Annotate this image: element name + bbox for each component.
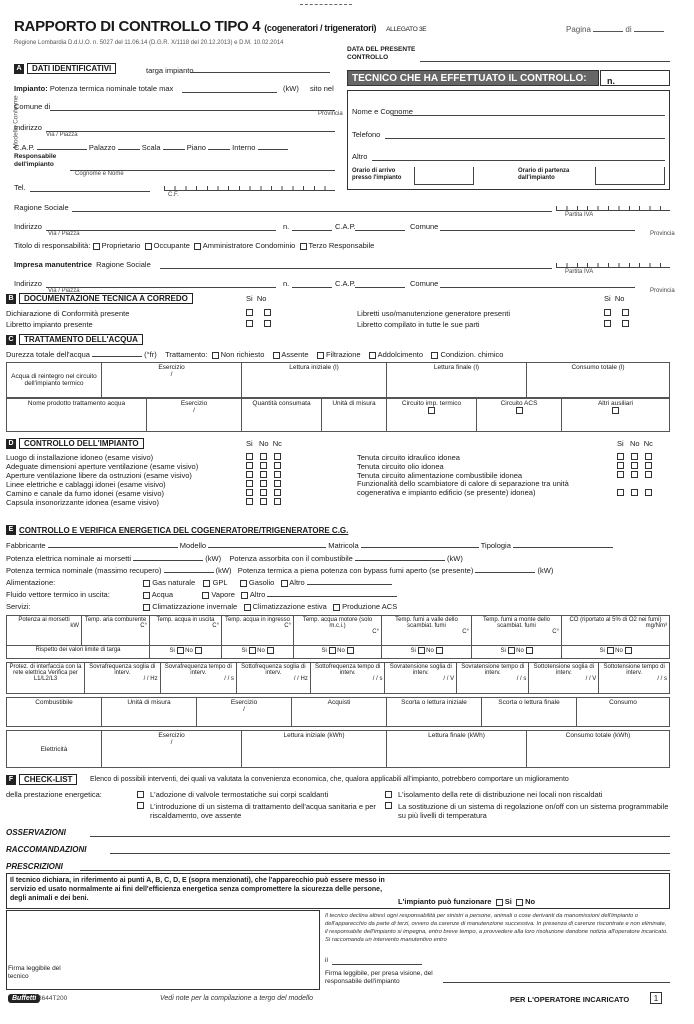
d-left-item: Camino e canale da fumo idonei (esame visivo) [6,489,164,498]
servizi-acs-checkbox[interactable] [333,604,340,611]
tel-field[interactable] [30,191,150,192]
firma-responsabile-field[interactable] [443,982,670,983]
altri-ausiliari-checkbox[interactable] [612,407,619,414]
rispetto-cell[interactable]: Si No [294,646,382,659]
alim-gpl-checkbox[interactable] [203,580,210,587]
rispetto-cell[interactable]: Si No [472,646,562,659]
arrival-field[interactable] [414,167,474,185]
d-r3-nc[interactable] [645,471,652,478]
comune2-field[interactable] [440,230,635,231]
d-l4-no[interactable] [260,480,267,487]
targa-field[interactable] [190,72,330,73]
b-si-no-right: Si No [604,294,625,303]
electricity-cell[interactable]: Lettura iniziale (kWh) [242,731,387,768]
d-r1-no[interactable] [631,453,638,460]
d-l4-nc[interactable] [274,480,281,487]
tratt-condizionamento[interactable] [431,352,438,359]
f-item: L'adozione di valvole termostatiche sui corpi scaldanti [150,790,329,799]
cf-hint: C.F. [168,192,179,198]
product-col[interactable]: Quantità consumata [242,399,322,432]
arrival-label: Orario di arrivo presso l'impianto [352,168,402,181]
indirizzo2-field[interactable] [46,230,276,231]
indirizzo3-label: Indirizzo [14,279,42,288]
via2-hint: Via / Piazza [48,231,80,237]
f-intro: Elenco di possibili interventi, dei quali va valutata la convenienza economica, che, qualora applicabili all'impianto, potrebbero comportare un miglioramento [90,776,569,783]
tratt-non-richiesto[interactable] [212,352,219,359]
measure-cell[interactable]: Temp. aria comburente C° [82,616,150,646]
cap2-label: C.A.P. [335,222,356,231]
protection-cell[interactable]: Sottotensione tempo di interv. / / s [599,663,670,694]
product-col[interactable]: Altri ausiliari [562,399,670,432]
regulation-text: Regione Lombardia D.d.U.O. n. 5027 del 11.06.14 (D.G.R. X/1118 del 20.12.2013) e D.M. 10.02.2014 [14,40,284,46]
durezza-row: Durezza totale dell'acqua (°fr) Trattamento: Non richiesto Assente Filtrazione Addolcimento Condizion. chimico [6,350,504,359]
d-l2-nc[interactable] [274,462,281,469]
n3-label: n. [283,279,290,288]
provincia2-hint: Provincia [650,231,675,237]
f-intro2: della prestazione energetica: [6,790,102,799]
tech-name-label: Nome e Cognome [352,107,413,116]
via3-hint: Via / Piazza [48,288,80,294]
reintegro-col[interactable]: Esercizio / [102,363,242,398]
d-left-item: Aperture ventilazione libere da ostruzioni (esame visivo) [6,471,192,480]
fuel-cell[interactable]: Scorta o lettura iniziale [387,698,482,727]
fluido-vapore-checkbox[interactable] [202,592,209,599]
d-right-item: Tenuta circuito alimentazione combustibile idonea [357,471,523,480]
funziona-row: L'impianto può funzionare Si No [398,897,536,906]
electricity-cell[interactable]: Lettura finale (kWh) [387,731,527,768]
declaration-text: Il tecnico dichiara, in riferimento ai punti A, B, C, D, E (sopra menzionati), che l'apparecchio può essere messo in servizio ed usato normalmente ai fini dell'efficienza energetica senza compromettere la sicurezza delle persone, degli animali e dei beni. [10,877,385,902]
servizi-invernale-checkbox[interactable] [143,604,150,611]
d-l6-no[interactable] [260,498,267,505]
d-left-item: Capsula insonorizzante idonea (esame visivo) [6,498,159,507]
alim-gas-checkbox[interactable] [143,580,150,587]
product-col[interactable]: Nome prodotto trattamento acqua [7,399,147,432]
e-measures-table [6,615,670,659]
il-field[interactable] [332,964,422,965]
tel-label: Tel. [14,183,26,192]
cap-row: C.A.P. Palazzo Scala Piano Interno [14,143,288,152]
f-item-checkbox[interactable] [385,802,392,809]
tech-number[interactable]: n. [600,70,670,86]
e-fuel-table [6,697,670,727]
protection-cell[interactable]: Sovratensione tempo di interv. / / s [457,663,529,694]
indirizzo-field[interactable] [46,131,335,132]
reintegro-col[interactable]: Consumo totale (l) [527,363,670,398]
b-libretto-no[interactable] [264,320,271,327]
form-code: 8644T200 [38,995,68,1002]
osservazioni-label: OSSERVAZIONI [6,828,66,837]
protection-cell[interactable]: Sottofrequenza soglia di interv. / / Hz [236,663,310,694]
departure-label: Orario di partenza dall'impianto [518,168,570,181]
operatore-label: PER L'OPERATORE INCARICATO [510,995,630,1004]
servizi-estiva-checkbox[interactable] [244,604,251,611]
fuel-cell[interactable]: Combustibile [7,698,102,727]
d-r1-nc[interactable] [645,453,652,460]
via-hint: Via / Piazza [46,132,78,138]
b-left-item: Dichiarazione di Conformità presente [6,309,130,318]
circuito-acs-checkbox[interactable] [516,407,523,414]
f-item-checkbox[interactable] [137,802,144,809]
section-c-title: C TRATTAMENTO DELL'ACQUA [6,334,143,345]
prescrizioni-field[interactable] [80,870,670,871]
protection-cell[interactable]: Sovrafrequenza soglia di interv. / / Hz [85,663,161,694]
reintegro-rowhead: Acqua di reintegro nel circuito dell'impianto termico [7,363,102,398]
f-item: L'introduzione di un sistema di trattamento dell'acqua sanitaria e per riscaldamento, ove assente [150,802,376,820]
d-r4-no[interactable] [631,489,638,496]
funziona-no-checkbox[interactable] [516,899,523,906]
fluido-altro-checkbox[interactable] [241,592,248,599]
firma-responsabile-label: Firma leggibile, per presa visione, del responsabile dell'impianto [325,970,433,985]
osservazioni-field[interactable] [90,836,670,837]
top-rule [300,4,352,5]
measure-cell[interactable]: Potenza ai morsetti kW [7,616,82,646]
section-f-title: F CHECK-LIST [6,774,77,785]
protection-cell[interactable]: Sovratensione soglia di interv. / / V [385,663,457,694]
rispetto-cell[interactable]: Si No [222,646,294,659]
water-product-table [6,398,670,432]
b-left-item: Libretto impianto presente [6,320,93,329]
d-l6-si[interactable] [246,498,253,505]
funziona-si-checkbox[interactable] [496,899,503,906]
impresa-field[interactable] [160,268,552,269]
measure-cell[interactable]: Temp. fumi a valle dello scambiat. fumi C° [382,616,472,646]
measure-cell[interactable]: Temp. acqua motore (solo m.c.i.) C° [294,616,382,646]
d-right-item: Tenuta circuito olio idonea [357,462,444,471]
comune3-field[interactable] [440,287,635,288]
departure-field[interactable] [595,167,665,185]
b-dichiarazione-si[interactable] [246,309,253,316]
impresa-piva-hint: Partita IVA [565,269,594,275]
titolo-row: Titolo di responsabilità: Proprietario Occupante Amministratore Condominio Terzo Responsabile [14,241,375,250]
f-item-checkbox[interactable] [137,791,144,798]
control-date-label: DATA DEL PRESENTE CONTROLLO [347,46,416,61]
protection-cell[interactable]: Sottotensione soglia di interv. / / V [529,663,599,694]
potenza-field[interactable] [182,92,277,93]
product-col[interactable]: Circuito ACS [477,399,562,432]
d-left-item: Linee elettriche e cablaggi idonei (esame visivo) [6,480,166,489]
d-l2-si[interactable] [246,462,253,469]
d-r2-si[interactable] [617,462,624,469]
tech-other-field[interactable] [372,160,665,161]
fuel-cell[interactable]: Esercizio / [197,698,292,727]
d-r2-nc[interactable] [645,462,652,469]
product-col[interactable]: Unità di misura [322,399,387,432]
d-l3-si[interactable] [246,471,253,478]
sito-label: sito nel [310,84,334,93]
e-fabbricante-row: Fabbricante Modello Matricola Tipologia [6,541,613,550]
d-r3-no[interactable] [631,471,638,478]
d-r4-si[interactable] [617,489,624,496]
comune3-label: Comune [410,279,439,288]
d-l3-nc[interactable] [274,471,281,478]
d-right-item: Funzionalità dello scambiatore di calore di separazione tra unità cogenerativa e impianto edificio (se presente) idonea) [357,479,569,497]
rispetto-cell[interactable]: Si No [562,646,670,659]
d-l1-nc[interactable] [274,453,281,460]
d-l1-si[interactable] [246,453,253,460]
piva-field[interactable] [556,201,670,211]
reintegro-col[interactable]: Lettura finale (l) [387,363,527,398]
d-r4-nc[interactable] [645,489,652,496]
b-libretto-si[interactable] [246,320,253,327]
d-l5-si[interactable] [246,489,253,496]
titolo-occupante-checkbox[interactable] [145,243,152,250]
measure-cell[interactable]: Temp. acqua in uscita C° [150,616,222,646]
tech-phone-label: Telefono [352,130,381,139]
d-l6-nc[interactable] [274,498,281,505]
protection-label: Protez. di interfaccia con la rete elettrica Verifica per L1/L2/L3 [7,663,85,694]
fuel-cell[interactable]: Unità di misura [102,698,197,727]
piva-hint: Partita IVA [565,212,594,218]
tech-other-label: Altro [352,152,368,161]
d-l5-nc[interactable] [274,489,281,496]
tratt-addolcimento[interactable] [369,352,376,359]
raccomandazioni-label: RACCOMANDAZIONI [6,845,87,854]
protection-cell[interactable]: Sovrafrequenza tempo di interv. / / s [160,663,236,694]
section-d-title: D CONTROLLO DELL'IMPIANTO [6,438,144,449]
reintegro-col[interactable]: Lettura iniziale (l) [242,363,387,398]
alim-gasolio-checkbox[interactable] [240,580,247,587]
d-left-item: Luogo di installazione idoneo (esame visivo) [6,453,154,462]
tech-banner: TECNICO CHE HA EFFETTUATO IL CONTROLLO: [347,70,599,86]
rispetto-cell[interactable]: Si No [150,646,222,659]
d-headers-left: Si No Nc [246,439,282,448]
provincia-hint: Provincia [318,111,343,117]
n2-field[interactable] [292,230,332,231]
provincia3-hint: Provincia [650,288,675,294]
b-si-no-left: Si No [246,294,267,303]
d-r2-no[interactable] [631,462,638,469]
e-protection-table [6,662,670,694]
comune2-label: Comune [410,222,439,231]
b-libretti-uso-si[interactable] [604,309,611,316]
n2-label: n. [283,222,290,231]
d-l4-si[interactable] [246,480,253,487]
section-a-title: A DATI IDENTIFICATIVI [14,63,116,74]
prescrizioni-label: PRESCRIZIONI [6,862,63,871]
f-item-checkbox[interactable] [385,791,392,798]
titolo-amministratore-checkbox[interactable] [194,243,201,250]
firma-tecnico-label: Firma leggibile del tecnico [8,965,61,980]
electricity-label: Elettricità [7,731,102,768]
d-right-item: Tenuta circuito idraulico idonea [357,453,460,462]
b-dichiarazione-no[interactable] [264,309,271,316]
e-electricity-table [6,730,670,768]
comune-label: Comune di [14,102,51,111]
page-number: Pagina di [566,25,664,34]
tratt-assente[interactable] [273,352,280,359]
measure-cell[interactable]: CO (riportato al 5% di O2 nei fumi) mg/Nm³ [562,616,670,646]
titolo-proprietario-checkbox[interactable] [93,243,100,250]
il-label: il [325,957,328,964]
d-l3-no[interactable] [260,471,267,478]
f-item: L'isolamento della rete di distribuzione nei locali non riscaldati [398,790,603,799]
b-right-item: Libretto compilato in tutte le sue parti [357,320,480,329]
targa-label: targa impianto [146,66,194,75]
water-reintegro-table [6,362,670,398]
f-item: La sostituzione di un sistema di regolazione on/off con un sistema programmabile su più livelli di temperatura [398,802,669,820]
footer-note: Vedi note per la compilazione a tergo del modello [160,995,314,1002]
fluido-acqua-checkbox[interactable] [143,592,150,599]
ragione-field[interactable] [72,211,552,212]
section-b-title: B DOCUMENTAZIONE TECNICA A CORREDO [6,293,193,304]
measure-cell[interactable]: Temp. fumi a monte dello scambiat. fumi C° [472,616,562,646]
side-label: Modello Conforme [12,95,20,149]
d-l5-no[interactable] [260,489,267,496]
rispetto-cell[interactable]: Si No [382,646,472,659]
cf-field[interactable] [164,181,335,191]
ragione-label: Ragione Sociale [14,203,69,212]
comune-field[interactable] [50,110,335,111]
cap3-field[interactable] [355,287,405,288]
disclaimer-text: Il tecnico declina altresì ogni responsabilità per sinistri a persone, animali o cose derivanti da manomissioni dell'impianto o dell'apparecchio da parte di terzi, ovvero da carenze di manutenzione successiva. In presenza di carenze riscontrate e non eliminate, il responsabile dell'impianto si impegna, entro breve tempo, a provvedere alla loro risoluzione dandone notizia all'operatore incaricato. Si raccomanda un intervento manutentivo entro [325,913,668,943]
indirizzo-label: Indirizzo [14,123,42,132]
protection-cell[interactable]: Sottofrequenza tempo di interv. / / s [310,663,385,694]
page-indicator: 1 [650,992,662,1004]
e-servizi-row: Servizi: Climatizzazione invernale Climatizzazione estiva Produzione ACS [6,602,398,611]
e-pot-term-row: Potenza termica nominale (massimo recupero) (kW) Potenza termica a piena potenza con bypass fumi aperto (se presente) (kW) [6,566,554,575]
responsabile-label: Responsabile dell'impianto [14,153,57,168]
fuel-cell[interactable]: Acquisti [292,698,387,727]
d-r3-si[interactable] [617,471,624,478]
measure-cell[interactable]: Temp. acqua in ingresso C° [222,616,294,646]
impresa-piva-field[interactable] [556,258,670,268]
d-l2-no[interactable] [260,462,267,469]
cognome-hint: Cognome e Nome [75,171,124,177]
rispetto-label: Rispetto dei valori limite di targa [7,646,150,659]
page-title: RAPPORTO DI CONTROLLO TIPO 4 (cogeneratori / trigeneratori) ALLEGATO 3E [14,18,427,35]
titolo-terzo-checkbox[interactable] [300,243,307,250]
d-r1-si[interactable] [617,453,624,460]
indirizzo2-label: Indirizzo [14,222,42,231]
d-l1-no[interactable] [260,453,267,460]
cap2-field[interactable] [355,230,405,231]
kw-label: (kW) [283,84,299,93]
e-alimentazione-row: Alimentazione: Gas naturale GPL Gasolio Altro [6,578,392,587]
indirizzo3-field[interactable] [46,287,276,288]
control-date-field[interactable] [420,48,670,62]
electricity-cell[interactable]: Esercizio / [102,731,242,768]
electricity-cell[interactable]: Consumo totale (kWh) [527,731,670,768]
tratt-filtrazione[interactable] [317,352,324,359]
b-right-item: Libretti uso/manutenzione generatore presenti [357,309,511,318]
b-compilato-si[interactable] [604,320,611,327]
tech-name-field[interactable] [393,115,665,116]
circuito-imp-checkbox[interactable] [428,407,435,414]
impianto-row: Impianto: Potenza termica nominale totale max [14,84,174,93]
section-e-title: E CONTROLLO E VERIFICA ENERGETICA DEL COGENERATORE/TRIGENERATORE C.G. [6,525,348,535]
product-col[interactable]: Esercizio / [147,399,242,432]
fuel-cell[interactable]: Consumo [577,698,670,727]
n3-field[interactable] [292,287,332,288]
b-libretti-uso-no[interactable] [622,309,629,316]
d-left-item: Adeguate dimensioni aperture ventilazione (esame visivo) [6,462,199,471]
d-headers-right: Si No Nc [617,439,653,448]
alim-altro-checkbox[interactable] [281,580,288,587]
fuel-cell[interactable]: Scorta o lettura finale [482,698,577,727]
cap3-label: C.A.P. [335,279,356,288]
b-compilato-no[interactable] [622,320,629,327]
e-fluido-row: Fluido vettore termico in uscita: Acqua Vapore Altro [6,590,397,599]
product-col[interactable]: Circuito imp. termico [387,399,477,432]
e-pot-el-row: Potenza elettrica nominale ai morsetti (kW) Potenza assorbita con il combustibile (kW) [6,554,463,563]
brand-logo: Buffetti [8,994,40,1003]
impresa-row: Impresa manutentrice Ragione Sociale [14,260,151,269]
tech-phone-field[interactable] [385,138,665,139]
raccomandazioni-field[interactable] [110,853,670,854]
